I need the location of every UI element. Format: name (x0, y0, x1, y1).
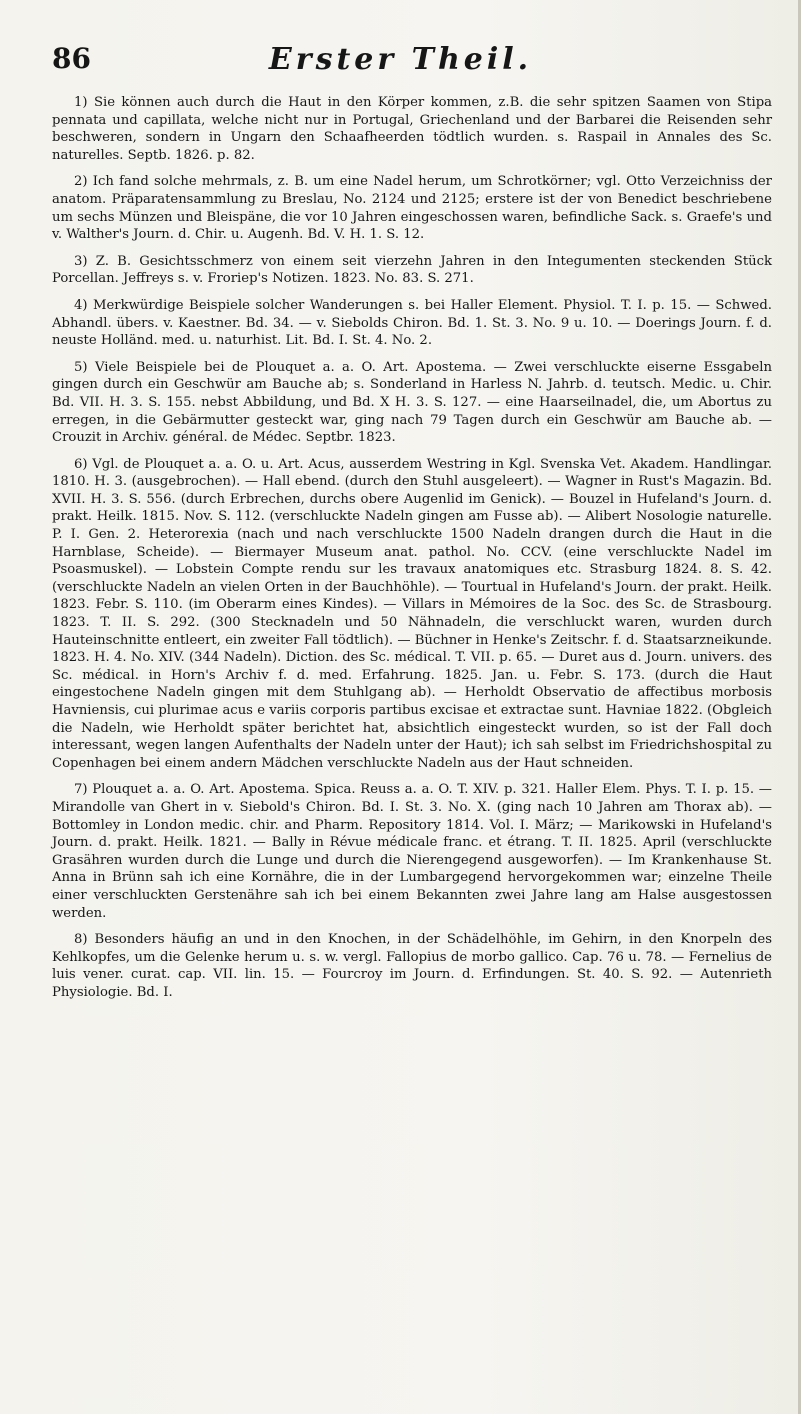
footnote-2: 2) Ich fand solche mehrmals, z. B. um eine Nadel herum, um Schrotkörner; vgl. Otto Verzeichniss der anatom. Präparatensammlung zu Breslau, No. 2124 und 2125; erstere ist der von Benedict beschriebene um sechs Münzen und Bleispäne, die vor 10 Jahren eingeschossen waren, befindliche Sack. s. Graefe's und v. Walther's Journ. d. Chir. u. Augenh. Bd. V. H. 1. S. 12. (52, 174, 772, 243)
running-title: Erster Theil. (268, 42, 533, 77)
footnote-4: 4) Merkwürdige Beispiele solcher Wanderungen s. bei Haller Element. Physiol. T. I. p. 15. — Schwed. Abhandl. übers. v. Kaestner. Bd. 34. — v. Siebolds Chiron. Bd. 1. St. 3. No. 9 u. 10. — Doerings Journ. f. d. neuste Holländ. med. u. naturhist. Lit. Bd. I. St. 4. No. 2. (52, 297, 772, 349)
footnotes-block (52, 94, 772, 1011)
page-number: 86 (52, 42, 91, 75)
footnote-1: 1) Sie können auch durch die Haut in den Körper kommen, z.B. die sehr spitzen Saamen von Stipa pennata und capillata, welche nicht nur in Portugal, Griechenland und der Barbarei die Reisenden sehr beschweren, sondern in Ungarn den Schaafheerden tödtlich wurden. s. Raspail in Annales des Sc. naturelles. Septb. 1826. p. 82. (52, 95, 772, 163)
page-header (52, 42, 749, 82)
footnote-7: 7) Plouquet a. a. O. Art. Apostema. Spica. Reuss a. a. O. T. XIV. p. 321. Haller Elem. Phys. T. I. p. 15. — Mirandolle van Ghert in v. Siebold's Chiron. Bd. I. St. 3. No. X. (ging nach 10 Jahren am Thorax ab). — Bottomley in London medic. chir. and Pharm. Repository 1814. Vol. I. März; — Marikowski in Hufeland's Journ. d. prakt. Heilk. 1821. — Bally in Révue médicale franc. et étrang. T. II. 1825. April (verschluckte Grasähren wurden durch die Lunge und durch die Nierengegend ausgeworfen). — Im Krankenhause St. Anna in Brünn sah ich eine Kornähre, die in der Lumbargegend hervorgekommen war; einzelne Theile einer verschluckten Gerstenähre sah ich bei einem Bekannten zwei Jahre lang am Halse ausgestossen werden. (52, 782, 772, 921)
footnote-5: 5) Viele Beispiele bei de Plouquet a. a. O. Art. Apostema. — Zwei verschluckte eiserne Essgabeln gingen durch ein Geschwür am Bauche ab; s. Sonderland in Harless N. Jahrb. d. teutsch. Medic. u. Chir. Bd. VII. H. 3. S. 155. nebst Abbildung, und Bd. X H. 3. S. 127. — eine Haarseilnadel, die, um Abortus zu erregen, in die Gebärmutter gesteckt war, ging nach 79 Tagen durch ein Geschwür am Bauche ab. — Crouzit in Archiv. général. de Médec. Septbr. 1823. (52, 359, 772, 446)
footnote-3: 3) Z. B. Gesichtsschmerz von einem seit vierzehn Jahren in den Integumenten steckenden Stück Porcellan. Jeffreys s. v. Froriep's Notizen. 1823. No. 83. S. 271. (52, 253, 772, 287)
footnote-6: 6) Vgl. de Plouquet a. a. O. u. Art. Acus, ausserdem Westring in Kgl. Svenska Vet. Akadem. Handlingar. 1810. H. 3. (ausgebrochen). — Hall ebend. (durch den Stuhl ausgeleert). — Wagner in Rust's Magazin. Bd. XVII. H. 3. S. 556. (durch Erbrechen, durchs obere Augenlid im Genick). — Bouzel in Hufeland's Journ. d. prakt. Heilk. 1815. Nov. S. 112. (verschluckte Nadeln gingen am Fusse ab). — Alibert Nosologie naturelle. P. I. Gen. 2. Heterorexia (nach und nach verschluckte 1500 Nadeln drangen durch die Haut in die Harnblase, Scheide). — Biermayer Museum anat. pathol. No. CCV. (eine verschluckte Nadel im Psoasmuskel). — Lobstein Compte rendu sur les travaux anatomiques etc. Strasburg 1824. 8. S. 42. (verschluckte Nadeln an vielen Orten in der Bauchhöhle). — Tourtual in Hufeland's Journ. der prakt. Heilk. 1823. Febr. S. 110. (im Oberarm eines Kindes). — Villars in Mémoires de la Soc. des Sc. de Strasbourg. 1823. T. II. S. 292. (300 Stecknadeln und 50 Nähnadeln, die verschluckt waren, wurden durch Hauteinschnitte entleert, ein zweiter Fall tödtlich). — Büchner in Henke's Zeitschr. f. d. Staatsarzneikunde. 1823. H. 4. No. XIV. (344 Nadeln). Diction. des Sc. médical. T. VII. p. 65. — Duret aus d. Journ. univers. des Sc. médical. in Horn's Archiv f. d. med. Erfahrung. 1825. Jan. u. Febr. S. 173. (durch die Haut eingestochene Nadeln gingen mit dem Stuhlgang ab). — Herholdt Observatio de affectibus morbosis Havniensis, cui plurimae acus e variis corporis partibus excisae et extractae sunt. Havniae 1822. (Obgleich die Nadeln, wie Herholdt später berichtet hat, absichtlich eingesteckt wurden, so ist der Fall doch interessant, wegen langen Aufenthalts der Nadeln unter der Haut); ich sah selbst im Friedrichshospital zu Copenhagen bei einem andern Mädchen verschluckte Nadeln aus der Haut schneiden. (52, 456, 772, 771)
footnote-8: 8) Besonders häufig an und in den Knochen, in der Schädelhöhle, im Gehirn, in den Knorpeln des Kehlkopfes, um die Gelenke herum u. s. w. vergl. Fallopius de morbo gallico. Cap. 76 u. 78. — Fernelius de luis vener. curat. cap. VII. lin. 15. — Fourcroy im Journ. d. Erfindungen. St. 40. S. 92. — Autenrieth Physiologie. Bd. I. (52, 932, 772, 1000)
